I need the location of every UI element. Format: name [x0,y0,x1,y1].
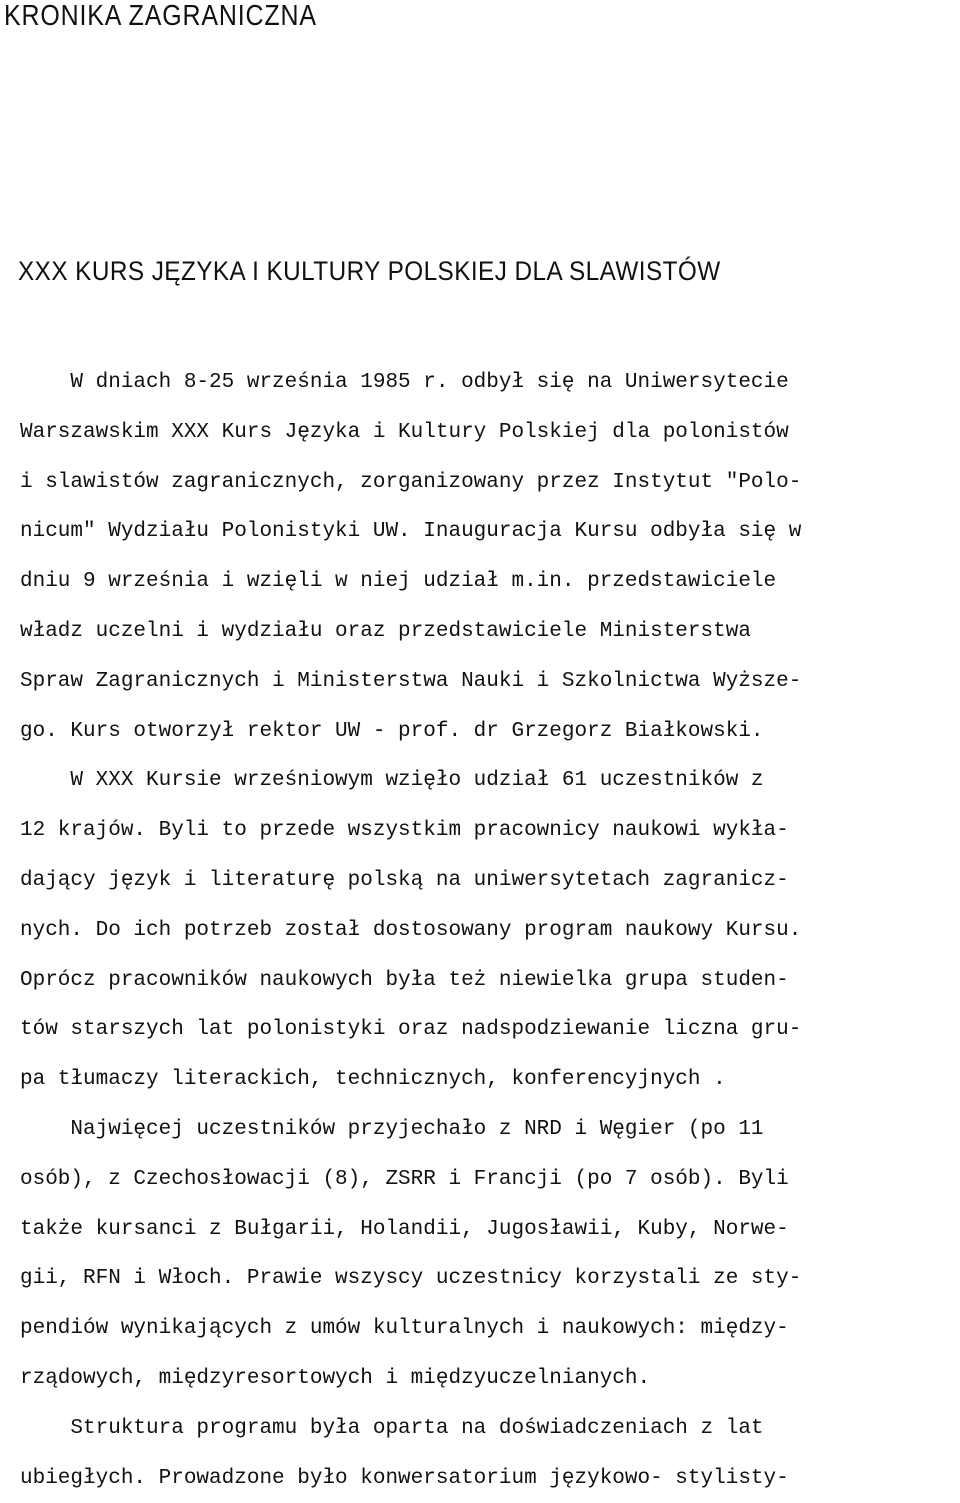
text-line: gii, RFN i Włoch. Prawie wszyscy uczestnicy korzystali ze sty- [20,1267,802,1291]
text-line: 12 krajów. Byli to przede wszystkim pracownicy naukowi wykła- [20,819,789,843]
text-line: go. Kurs otworzył rektor UW - prof. dr Grzegorz Białkowski. [20,719,764,743]
article-title: XXX KURS JĘZYKA I KULTURY POLSKIEJ DLA SLAWISTÓW [18,256,721,286]
text-line: rządowych, międzyresortowych i międzyuczelnianych. [20,1366,651,1390]
section-label: KRONIKA ZAGRANICZNA [4,0,317,32]
text-line: W XXX Kursie wrześniowym wzięło udział 61 uczestników z [20,769,764,793]
text-line: pa tłumaczy literackich, technicznych, konferencyjnych . [20,1068,726,1092]
text-line: pendiów wynikających z umów kulturalnych i naukowych: między- [20,1317,789,1341]
text-line: dający język i literaturę polską na uniwersytetach zagranicz- [20,868,789,892]
text-line: W dniach 8-25 września 1985 r. odbył się na Uniwersytecie [20,371,789,394]
text-line: Oprócz pracowników naukowych była też niewielka grupa studen- [20,968,789,992]
text-line: także kursanci z Bułgarii, Holandii, Jugosławii, Kuby, Norwe- [20,1217,789,1241]
text-line: Spraw Zagranicznych i Ministerstwa Nauki i Szkolnictwa Wyższe- [20,669,802,693]
text-line: dniu 9 września i wzięli w niej udział m.in. przedstawiciele [20,570,777,594]
text-line: Najwięcej uczestników przyjechało z NRD i Węgier (po 11 [20,1117,764,1141]
article-body [20,358,960,1503]
text-line: ubiegłych. Prowadzone było konwersatorium językowo- stylisty- [20,1466,789,1490]
text-line: władz uczelni i wydziału oraz przedstawiciele Ministerstwa [20,619,751,643]
text-line: nicum" Wydziału Polonistyki UW. Inauguracja Kursu odbyła się w [20,520,802,544]
text-line: Warszawskim XXX Kurs Języka i Kultury Polskiej dla polonistów [20,420,789,444]
text-line: Struktura programu była oparta na doświadczeniach z lat [20,1416,764,1440]
text-line: i slawistów zagranicznych, zorganizowany przez Instytut "Polo- [20,470,802,494]
text-line: nych. Do ich potrzeb został dostosowany program naukowy Kursu. [20,918,802,942]
text-line: tów starszych lat polonistyki oraz nadspodziewanie liczna gru- [20,1018,802,1042]
text-line: osób), z Czechosłowacji (8), ZSRR i Francji (po 7 osób). Byli [20,1167,789,1191]
